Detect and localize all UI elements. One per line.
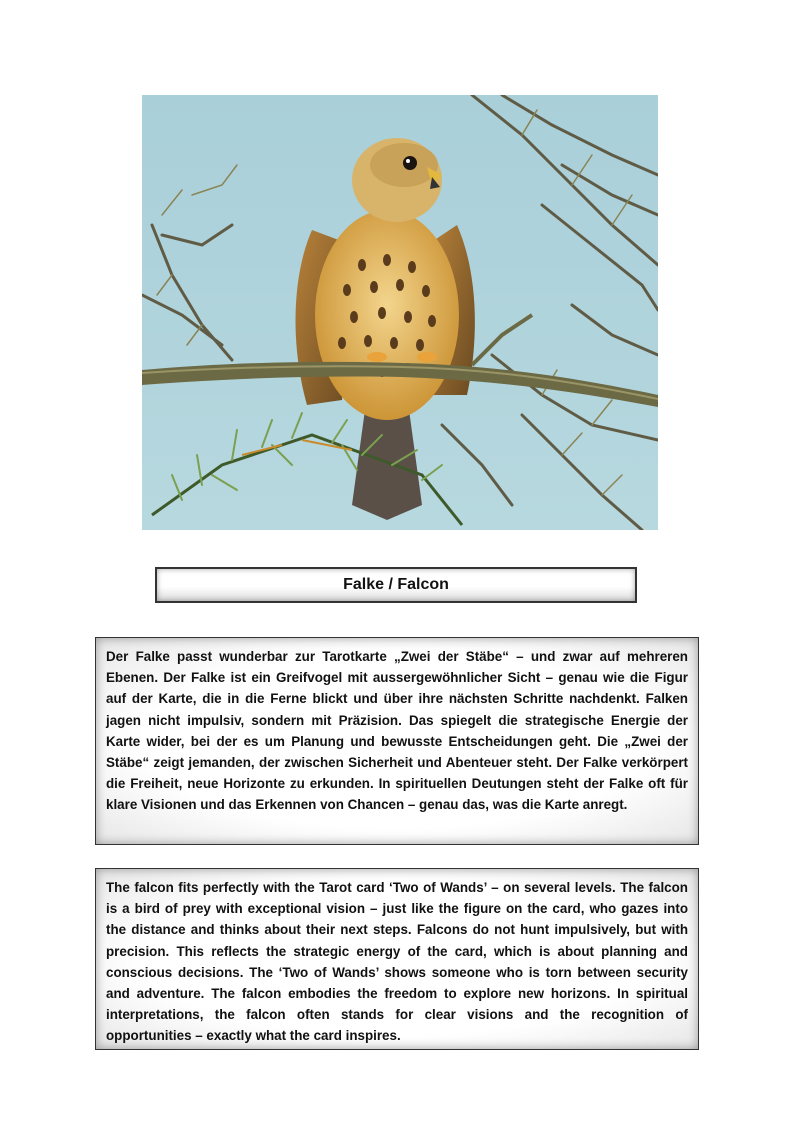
card-title: Falke / Falcon	[155, 567, 637, 603]
english-description: The falcon fits perfectly with the Tarot card ‘Two of Wands’ – on several levels. The falcon is a bird of prey with exceptional vision – just like the figure on the card, who gazes into the distance and thinks about their next steps. Falcons do not hunt impulsively, but with precision. This reflects the strategic energy of the card, which is about planning and conscious decisions. The ‘Two of Wands’ shows someone who is torn between security and adventure. The falcon embodies the freedom to explore new horizons. In spiritual interpretations, the falcon often stands for clear visions and the recognition of opportunities – exactly what the card inspires.	[95, 868, 699, 1050]
german-description: Der Falke passt wunderbar zur Tarotkarte „Zwei der Stäbe“ – und zwar auf mehreren Ebenen. Der Falke ist ein Greifvogel mit aussergewöhnlicher Sicht – genau wie die Figur auf der Karte, die in die Ferne blickt und über ihre nächsten Schritte nachdenkt. Falken jagen nicht impulsiv, sondern mit Präzision. Das spiegelt die strategische Energie der Karte wider, bei der es um Planung und bewusste Entscheidungen geht. Die „Zwei der Stäbe“ zeigt jemanden, der zwischen Sicherheit und Abenteuer steht. Der Falke verkörpert die Freiheit, neue Horizonte zu erkunden. In spirituellen Deutungen steht der Falke oft für klare Visionen und das Erkennen von Chancen – genau das, was die Karte anregt.	[95, 637, 699, 845]
falcon-photo	[142, 95, 658, 530]
